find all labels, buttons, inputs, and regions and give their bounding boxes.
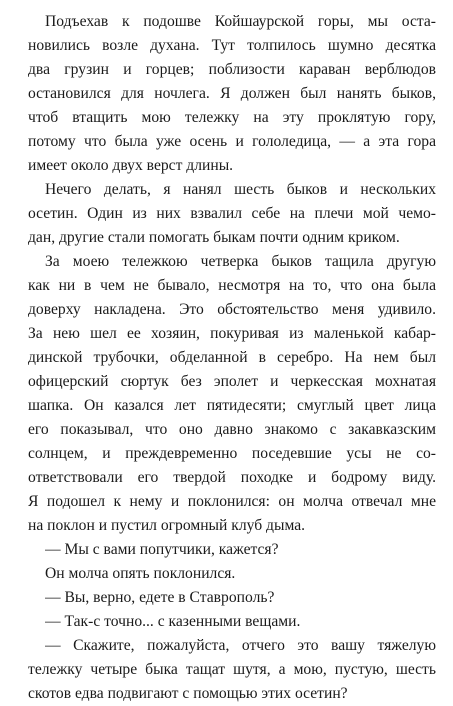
text-line: — Вы, верно, едете в Ставрополь? (45, 589, 275, 606)
text-line: на поклон и пустил огромный клуб дыма. (28, 517, 306, 534)
text-line: Нечего делать, я нанял шесть быков и нескольких (45, 181, 436, 198)
text-line: ответствовали его твердой походке и бодрому виду. (28, 469, 436, 486)
text-line: как ни в чем не бывало, несмотря на то, что она была (28, 277, 436, 294)
text-line: — Скажите, пожалуйста, отчего это вашу тяжелую (45, 637, 436, 654)
text-line: его показывал, что оно давно знакомо с закавказским (28, 421, 436, 438)
text-line: новились возле духана. Тут толпилось шумно десятка (28, 37, 436, 54)
text-line: — Мы с вами попутчики, кажется? (45, 541, 279, 558)
text-line: За моею тележкою четверка быков тащила другую (45, 253, 436, 270)
text-line: два грузин и горцев; поблизости караван верблюдов (28, 61, 436, 78)
text-line: офицерский сюртук без эполет и черкесская мохнатая (28, 373, 436, 390)
text-line: имеет около двух верст длины. (28, 157, 234, 174)
text-line: чтоб втащить мою тележку на эту проклятую гору, (28, 109, 436, 126)
text-line: Я подошел к нему и поклонился: он молча отвечал мне (28, 493, 436, 510)
text-line: потому что была уже осень и гололедица, — а эта гора (28, 133, 436, 150)
text-line: скотов едва подвигают с помощью этих осетин? (28, 685, 348, 702)
text-line: доверху накладена. Это обстоятельство меня удивило. (28, 301, 436, 318)
text-line: шапка. Он казался лет пятидесяти; смуглый цвет лица (28, 397, 436, 414)
text-line: За нею шел ее хозяин, покуривая из маленькой кабар- (28, 325, 436, 342)
text-line: остановился для ночлега. Я должен был нанять быков, (28, 85, 436, 102)
text-line: тележку четыре быка тащат шутя, а мою, пустую, шесть (28, 661, 436, 678)
text-line: — Так-с точно... с казенными вещами. (45, 613, 301, 630)
text-line: дан, другие стали помогать быкам почти одним криком. (28, 229, 400, 246)
text-line: осетин. Один из них взвалил себе на плечи мой чемо- (28, 205, 436, 222)
text-line: динской трубочки, обделанной в серебро. На нем был (28, 349, 436, 366)
text-line: Он молча опять поклонился. (45, 565, 236, 582)
text-line: Подъехав к подошве Койшаурской горы, мы оста- (45, 13, 436, 30)
text-line: солнцем, и преждевременно поседевшие усы не со- (28, 445, 436, 462)
